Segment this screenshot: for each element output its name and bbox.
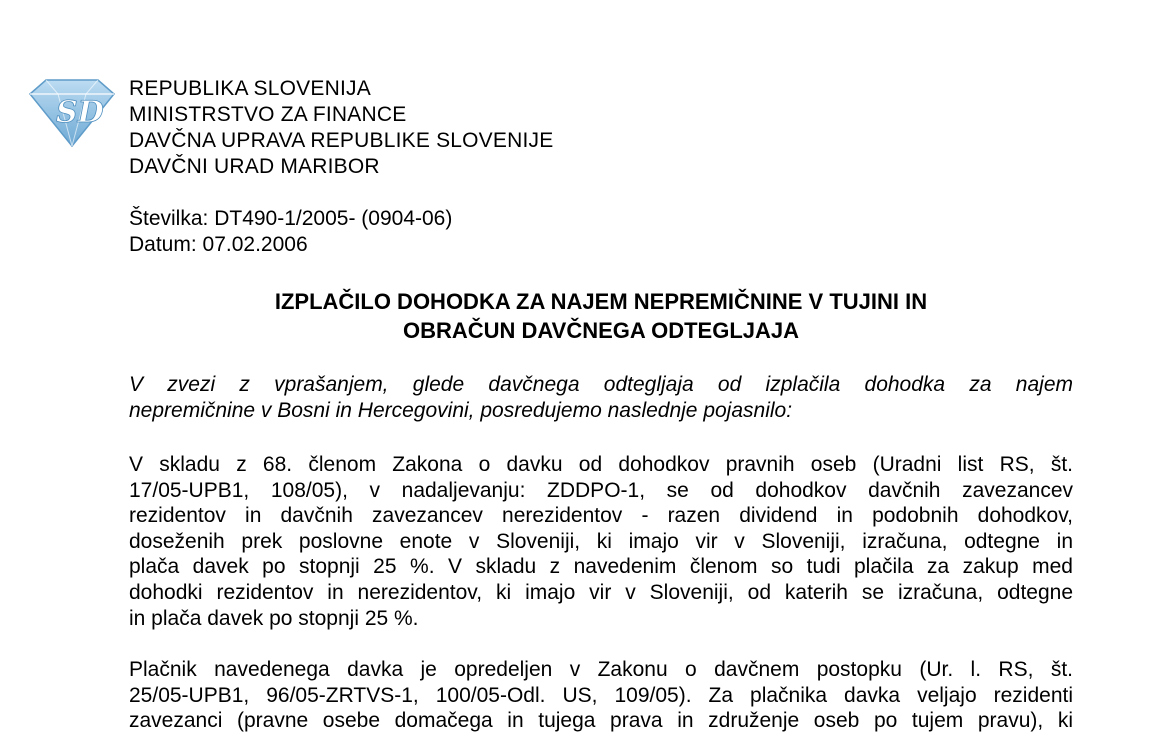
intro-paragraph: [129, 372, 1073, 423]
intro-line: V zvezi z vprašanjem, glede davčnega odtegljaja od izplačila dohodka za najem: [129, 373, 1073, 396]
body-paragraph-1: [129, 452, 1073, 631]
paragraph-line: 25/05-UPB1, 96/05-ZRTVS-1, 100/05-Odl. US, 109/05). Za plačnika davka veljajo rezidenti: [129, 683, 1073, 707]
paragraph-line: plača davek po stopnji 25 %. V skladu z navedenim členom so tudi plačila za zakup med: [129, 555, 1073, 579]
header-line-republic: REPUBLIKA SLOVENIJA: [129, 77, 371, 100]
paragraph-line: V skladu z 68. členom Zakona o davku od dohodkov pravnih oseb (Uradni list RS, št.: [129, 453, 1073, 476]
paragraph-line: 17/05-UPB1, 108/05), v nadaljevanju: ZDDPO-1, se od dohodkov davčnih zavezancev: [129, 478, 1073, 502]
header-line-tax-administration: DAVČNA UPRAVA REPUBLIKE SLOVENIJE: [129, 129, 554, 152]
paragraph-line: doseženih prek poslovne enote v Sloveniji, ki imajo vir v Sloveniji, izračuna, odtegne in: [129, 529, 1073, 553]
document-title: [129, 287, 1073, 345]
header-line-ministry: MINISTRSTVO ZA FINANCE: [129, 103, 407, 126]
intro-line: nepremičnine v Bosni in Hercegovini, posredujemo naslednje pojasnilo:: [129, 398, 793, 422]
paragraph-line: in plača davek po stopnji 25 %.: [129, 606, 419, 630]
paragraph-line: Plačnik navedenega davka je opredeljen v Zakonu o davčnem postopku (Ur. l. RS, št.: [129, 658, 1073, 681]
title-line-1: IZPLAČILO DOHODKA ZA NAJEM NEPREMIČNINE V TUJINI IN: [274, 289, 928, 314]
header-line-tax-office: DAVČNI URAD MARIBOR: [129, 155, 380, 178]
diamond-emblem-icon: [26, 76, 118, 150]
body-paragraph-2: [129, 657, 1073, 734]
title-line-2: OBRAČUN DAVČNEGA ODTEGLJAJA: [402, 318, 800, 343]
document-number: Številka: DT490-1/2005- (0904-06): [129, 207, 453, 230]
paragraph-line: zavezanci (pravne osebe domačega in tujega prava in združenje oseb po tujem pravu), ki: [129, 709, 1073, 733]
logo-lettering: SD: [56, 95, 104, 130]
institution-header: [129, 76, 553, 180]
document-date: Datum: 07.02.2006: [129, 233, 308, 256]
document-meta: [129, 206, 452, 258]
paragraph-line: dohodki rezidentov in nerezidentov, ki imajo vir v Sloveniji, od katerih se izračuna, odtegne: [129, 580, 1073, 604]
paragraph-line: rezidentov in davčnih zavezancev nerezidentov - razen dividend in podobnih dohodkov,: [129, 504, 1073, 528]
tax-administration-logo: [26, 76, 118, 150]
